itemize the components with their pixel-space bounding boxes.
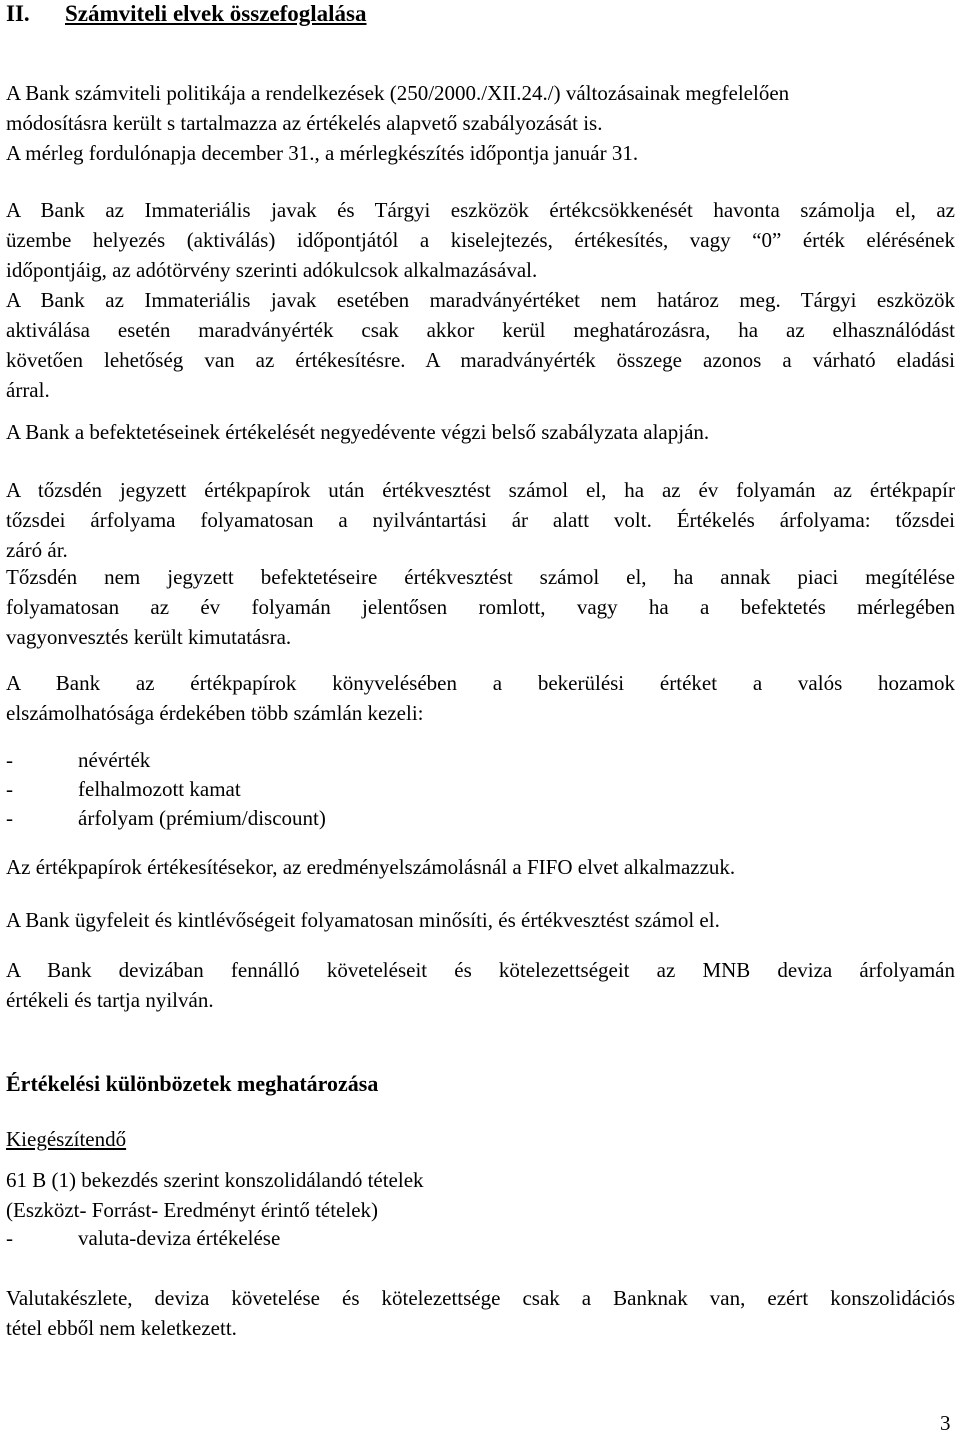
text-line: (Eszközt- Forrást- Eredményt érintő tételek) — [6, 1198, 379, 1222]
text-line: A Bank a befektetéseinek értékelését negyedévente végzi belső szabályzata alapján. — [6, 420, 710, 444]
section-heading — [6, 0, 367, 29]
list-item — [6, 774, 241, 804]
list-item-text: névérték — [78, 748, 151, 772]
to-complete-label: Kiegészítendő — [6, 1127, 127, 1151]
text-line: A mérleg fordulónapja december 31., a mérlegkészítés időpontja január 31. — [6, 141, 639, 165]
list-item — [6, 803, 326, 833]
text-line: A Bank számviteli politikája a rendelkezések (250/2000./XII.24./) változásainak megfelelően — [6, 81, 790, 105]
text-line: A Bank ügyfeleit és kintlévőségeit folyamatosan minősíti, és értékvesztést számol el. — [6, 908, 720, 932]
text-line: időpontjáig, az adótörvény szerinti adókulcsok alkalmazásával. — [6, 258, 538, 282]
section-title: Számviteli elvek összefoglalása — [65, 1, 367, 26]
text-line: Az értékpapírok értékesítésekor, az eredményelszámolásnál a FIFO elvet alkalmazzuk. — [6, 855, 736, 879]
text-line: A Bank az Immateriális javak és Tárgyi eszközök értékcsökkenését havonta számolja el, az — [6, 198, 955, 222]
paragraph-receivables — [6, 905, 955, 935]
list-dash: - — [6, 777, 13, 801]
text-line: tőzsdei árfolyama folyamatosan a nyilvántartási ár alatt volt. Értékelés árfolyama: tőzsdei — [6, 508, 955, 532]
text-line: Tőzsdén nem jegyzett befektetéseire értékvesztést számol el, ha annak piaci megítélése — [6, 565, 955, 589]
list-item-text: valuta-deviza értékelése — [78, 1226, 281, 1250]
subheading: Értékelési különbözetek meghatározása — [6, 1071, 379, 1096]
text-line: A Bank az Immateriális javak esetében maradványértéket nem határoz meg. Tárgyi eszközök — [6, 288, 955, 312]
list-dash: - — [6, 1226, 13, 1250]
text-line: vagyonvesztés került kimutatásra. — [6, 625, 292, 649]
list-item — [6, 745, 150, 775]
paragraph-consolidation-note — [6, 1283, 955, 1343]
text-line: záró ár. — [6, 538, 68, 562]
text-line: értékeli és tartja nyilván. — [6, 988, 214, 1012]
text-line: üzembe helyezés (aktiválás) időpontjától a kiselejtezés, értékesítés, vagy “0” érték elérésének — [6, 228, 955, 252]
list-item-text: felhalmozott kamat — [78, 777, 241, 801]
list-dash: - — [6, 806, 13, 830]
text-line: A tőzsdén jegyzett értékpapírok után értékvesztést számol el, ha az év folyamán az értékpapír — [6, 478, 955, 502]
list-item-text: árfolyam (prémium/discount) — [78, 806, 326, 830]
paragraph-investments — [6, 417, 955, 447]
text-line: módosításra került s tartalmazza az értékelés alapvető szabályozását is. — [6, 111, 603, 135]
page-number: 3 — [940, 1411, 951, 1435]
text-line: A Bank az értékpapírok könyvelésében a bekerülési értéket a valós hozamok — [6, 671, 955, 695]
text-line: 61 B (1) bekezdés szerint konszolidálandó tételek — [6, 1168, 424, 1192]
text-line: követően lehetőség van az értékesítésre. A maradványérték összege azonos a várható eladási — [6, 348, 955, 372]
text-line: árral. — [6, 378, 50, 402]
paragraph-consolidation-items — [6, 1165, 955, 1225]
list-dash: - — [6, 748, 13, 772]
paragraph-foreign-currency — [6, 955, 955, 1015]
section-number: II. — [6, 1, 30, 26]
paragraph-fifo — [6, 852, 955, 882]
text-line: folyamatosan az év folyamán jelentősen romlott, vagy ha a befektetés mérlegében — [6, 595, 955, 619]
text-line: A Bank devizában fennálló követeléseit és kötelezettségeit az MNB deviza árfolyamán — [6, 958, 955, 982]
paragraph-listed-securities — [6, 475, 955, 565]
text-line: aktiválása esetén maradványérték csak akkor kerül meghatározásra, ha az elhasználódást — [6, 318, 955, 342]
paragraph-unlisted-investments — [6, 562, 955, 652]
list-item — [6, 1223, 280, 1253]
paragraph-depreciation — [6, 195, 955, 405]
text-line: Valutakészlete, deviza követelése és kötelezettsége csak a Banknak van, ezért konszolidációs — [6, 1286, 955, 1310]
text-line: elszámolhatósága érdekében több számlán kezeli: — [6, 701, 424, 725]
text-line: tétel ebből nem keletkezett. — [6, 1316, 237, 1340]
paragraph-accounting-policy — [6, 78, 955, 168]
paragraph-securities-accounts — [6, 668, 955, 728]
